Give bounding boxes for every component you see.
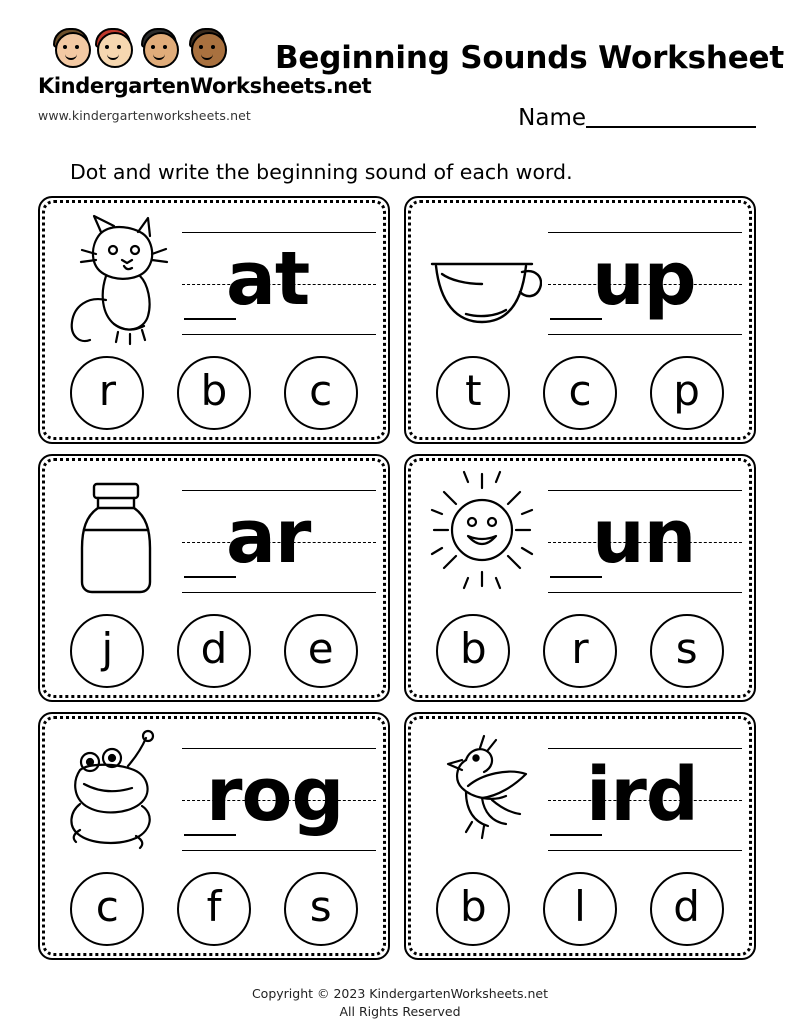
word-ending-6: ird	[586, 752, 698, 838]
logo-word-worksheets: Worksheets	[190, 74, 326, 98]
name-field-row	[518, 104, 756, 131]
worksheet-item-5	[38, 712, 390, 960]
choice-letter: r	[98, 366, 116, 415]
choice-letter: t	[465, 366, 482, 415]
card-top-4	[414, 464, 746, 614]
card-top-2	[414, 206, 746, 356]
name-label: Name	[518, 105, 586, 131]
choice-letter: e	[307, 624, 334, 673]
cup-picture	[422, 210, 542, 350]
jar-picture	[56, 468, 176, 608]
page-title: Beginning Sounds Worksheet	[275, 40, 784, 76]
choice-row-4	[420, 612, 740, 690]
choice-letter: r	[571, 624, 589, 673]
choice-option[interactable]	[436, 872, 510, 946]
bird-picture	[422, 726, 542, 866]
writing-lines-3	[182, 476, 376, 594]
choice-letter: j	[101, 624, 114, 673]
choice-letter: c	[309, 366, 333, 415]
kid-avatar-4	[184, 26, 230, 72]
site-url: www.kindergartenworksheets.net	[38, 108, 251, 123]
word-ending-4: un	[592, 494, 696, 580]
choice-option[interactable]	[543, 872, 617, 946]
choice-letter: d	[673, 882, 700, 931]
choice-letter: l	[574, 882, 586, 931]
frog-picture	[56, 726, 176, 866]
choice-option[interactable]	[177, 356, 251, 430]
cat-picture	[56, 210, 176, 350]
writing-lines-2	[548, 218, 742, 336]
choice-row-1	[54, 354, 374, 432]
choice-row-2	[420, 354, 740, 432]
logo-word-kindergarten: Kindergarten	[38, 74, 191, 98]
choice-option[interactable]	[650, 356, 724, 430]
choice-option[interactable]	[543, 356, 617, 430]
choice-option[interactable]	[284, 872, 358, 946]
writing-lines-6	[548, 734, 742, 852]
choice-letter: d	[200, 624, 228, 673]
choice-letter: s	[309, 882, 332, 931]
page-footer	[0, 985, 800, 1021]
choice-row-5	[54, 870, 374, 948]
kids-illustration	[48, 24, 263, 72]
logo-wordmark	[38, 74, 372, 98]
choice-letter: p	[673, 366, 700, 415]
choice-letter: b	[459, 624, 487, 673]
writing-lines-4	[548, 476, 742, 594]
worksheet-item-2	[404, 196, 756, 444]
card-top-3	[48, 464, 380, 614]
word-ending-3: ar	[226, 494, 311, 580]
instruction-text: Dot and write the beginning sound of each word.	[70, 160, 573, 184]
choice-letter: c	[95, 882, 119, 931]
choice-option[interactable]	[650, 614, 724, 688]
kid-avatar-1	[48, 26, 94, 72]
choice-row-3	[54, 612, 374, 690]
choice-option[interactable]	[436, 614, 510, 688]
choice-option[interactable]	[70, 872, 144, 946]
sun-picture	[422, 468, 542, 608]
choice-letter: s	[675, 624, 698, 673]
name-input-line[interactable]	[586, 104, 756, 128]
writing-lines-1	[182, 218, 376, 336]
choice-option[interactable]	[284, 356, 358, 430]
worksheet-item-1	[38, 196, 390, 444]
choice-letter: f	[206, 882, 222, 931]
choice-option[interactable]	[177, 614, 251, 688]
choice-row-6	[420, 870, 740, 948]
logo-word-net: .net	[325, 74, 372, 98]
choice-option[interactable]	[70, 356, 144, 430]
card-top-5	[48, 722, 380, 872]
choice-option[interactable]	[70, 614, 144, 688]
page-header	[30, 18, 784, 148]
card-top-1	[48, 206, 380, 356]
choice-option[interactable]	[543, 614, 617, 688]
choice-letter: c	[568, 366, 592, 415]
site-logo[interactable]	[38, 24, 372, 123]
kid-avatar-2	[90, 26, 136, 72]
choice-letter: b	[200, 366, 228, 415]
word-ending-1: at	[226, 236, 310, 322]
choice-option[interactable]	[177, 872, 251, 946]
card-top-6	[414, 722, 746, 872]
rights-line: All Rights Reserved	[339, 1003, 461, 1019]
writing-lines-5	[182, 734, 376, 852]
word-ending-5: rog	[206, 752, 344, 838]
word-ending-2: up	[592, 236, 696, 322]
worksheet-item-6	[404, 712, 756, 960]
worksheet-item-3	[38, 454, 390, 702]
choice-option[interactable]	[650, 872, 724, 946]
worksheet-grid	[38, 196, 762, 960]
worksheet-item-4	[404, 454, 756, 702]
choice-option[interactable]	[284, 614, 358, 688]
choice-letter: b	[459, 882, 487, 931]
copyright-line: Copyright © 2023 KindergartenWorksheets.net	[251, 985, 549, 1001]
choice-option[interactable]	[436, 356, 510, 430]
kid-avatar-3	[136, 26, 182, 72]
